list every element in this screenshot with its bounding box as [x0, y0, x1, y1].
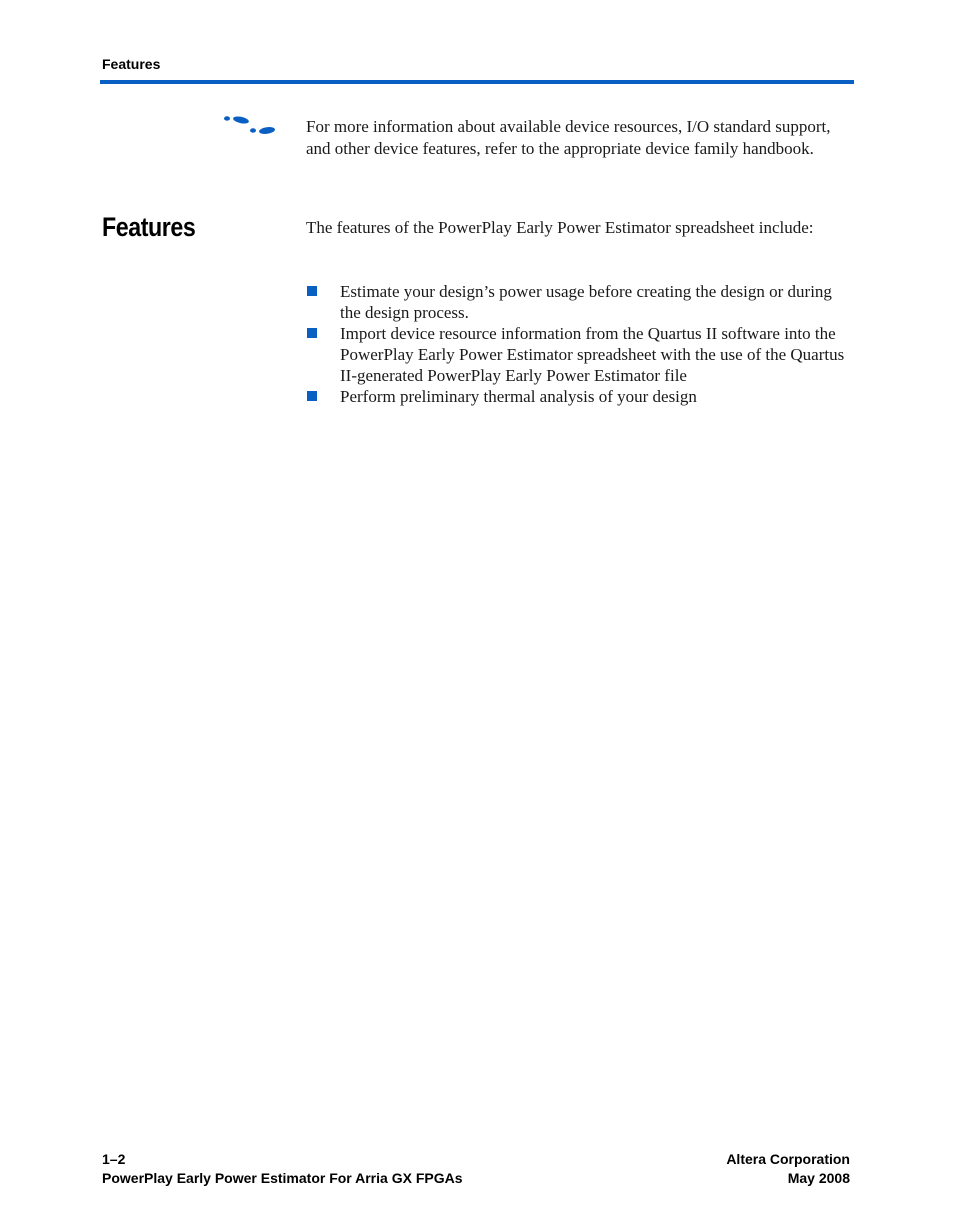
feature-list — [306, 281, 854, 407]
header-rule — [100, 80, 854, 84]
list-item-text: Perform preliminary thermal analysis of your design — [340, 387, 697, 406]
square-bullet-icon — [307, 286, 317, 296]
page-number: 1–2 — [102, 1151, 126, 1167]
list-item-text: Estimate your design’s power usage before creating the design or during the design process. — [340, 282, 832, 322]
list-item — [306, 281, 854, 323]
footer-left — [102, 1150, 463, 1188]
footprints-note-icon — [222, 114, 278, 136]
list-item-text: Import device resource information from the Quartus II software into the PowerPlay Early Power Estimator spreadsheet with the use of the Quartus II-generated PowerPlay Early Power Estimator file — [340, 324, 845, 385]
square-bullet-icon — [307, 391, 317, 401]
running-head: Features — [102, 56, 161, 72]
document-title: PowerPlay Early Power Estimator For Arria GX FPGAs — [102, 1170, 463, 1186]
company-name: Altera Corporation — [726, 1151, 850, 1167]
square-bullet-icon — [307, 328, 317, 338]
publication-date: May 2008 — [787, 1170, 850, 1186]
list-item — [306, 386, 854, 407]
section-intro: The features of the PowerPlay Early Power Estimator spreadsheet include: — [306, 218, 814, 237]
note-text: For more information about available device resources, I/O standard support, and other device features, refer to the appropriate device family handbook. — [306, 117, 831, 158]
section-title: Features — [102, 212, 196, 242]
footer-right — [726, 1150, 850, 1188]
list-item — [306, 323, 854, 386]
